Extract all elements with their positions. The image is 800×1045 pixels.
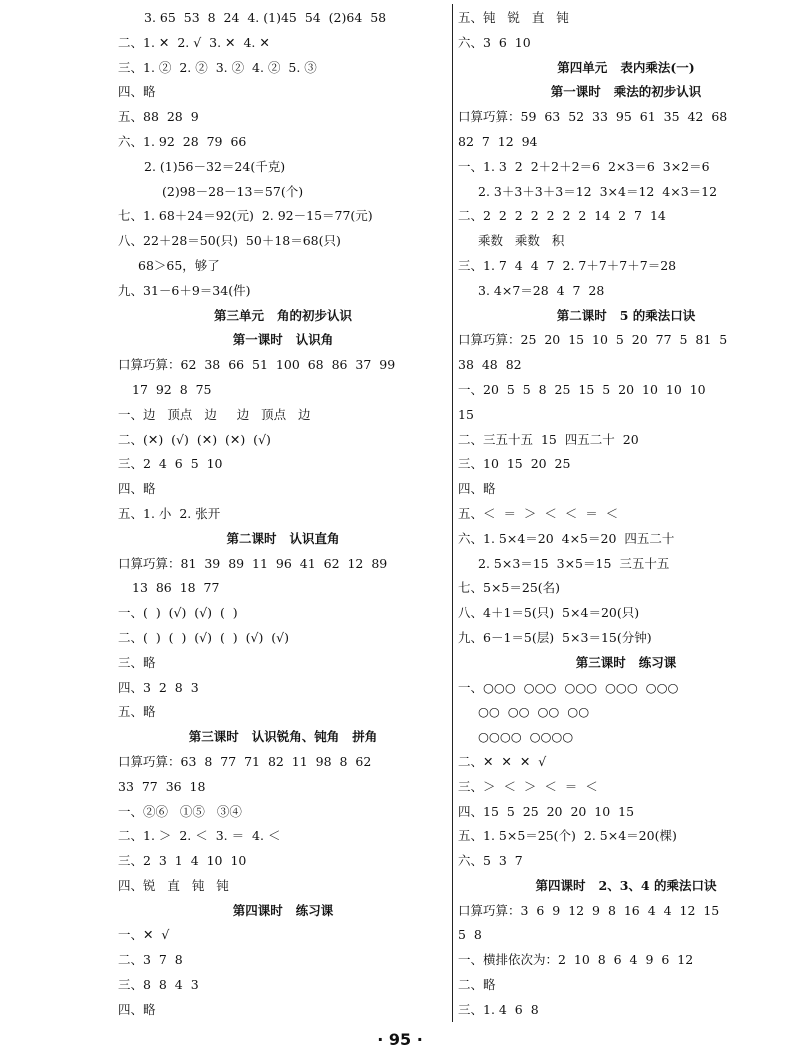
right-answer-line: 三、＞ ＜ ＞ ＜ ＝ ＜ (458, 778, 598, 794)
left-answer-line: 七、1. 68＋24＝92(元) 2. 92－15＝77(元) (118, 208, 373, 224)
page-number: · 95 · (377, 1030, 423, 1045)
left-answer-line: (2)98－28－13＝57(个) (162, 183, 304, 199)
right-answer-line: 五、钝 锐 直 钝 (458, 10, 569, 25)
right-section-heading: 第二课时 5 的乘法口诀 (556, 307, 696, 323)
left-answer-line: 二、3 7 8 (118, 952, 183, 968)
right-answer-line: 七、5×5＝25(名) (458, 580, 561, 596)
left-answer-line: 二、( ) ( ) (√) ( ) (√) (√) (118, 629, 289, 645)
left-answer-line: 四、略 (118, 481, 156, 497)
left-answer-line: 八、22＋28＝50(只) 50＋18＝68(只) (118, 233, 341, 249)
left-answer-line: 三、8 8 4 3 (118, 977, 199, 993)
right-answer-line: 2. 5×3＝15 3×5＝15 三五十五 (478, 555, 670, 571)
left-answer-line: 六、1. 92 28 79 66 (118, 133, 247, 149)
left-answer-line: 口算巧算：62 38 66 51 100 68 86 37 99 (118, 357, 396, 373)
right-answer-line: ○○○○ ○○○○ (478, 729, 574, 745)
left-answer-line: 五、88 28 9 (118, 109, 199, 125)
left-answer-line: 2. (1)56－32＝24(千克) (144, 158, 286, 174)
left-answer-line: 四、略 (118, 84, 156, 100)
left-answer-line: 三、2 3 1 4 10 10 (118, 853, 247, 869)
column-divider (452, 4, 453, 1022)
left-answer-line: 13 86 18 77 (132, 580, 220, 596)
left-answer-line: 口算巧算：63 8 77 71 82 11 98 8 62 (118, 753, 372, 769)
left-answer-line: 33 77 36 18 (118, 778, 206, 794)
left-section-heading: 第二课时 认识直角 (226, 530, 340, 546)
left-answer-line: 一、②⑥ ①⑤ ③④ (118, 803, 242, 819)
right-answer-line: 82 7 12 94 (458, 133, 538, 149)
left-answer-line: 九、31－6＋9＝34(件) (118, 282, 251, 298)
right-answer-line: 八、4＋1＝5(只) 5×4＝20(只) (458, 605, 640, 621)
right-answer-line: 二、2 2 2 2 2 2 2 14 2 7 14 (458, 208, 666, 224)
right-answer-line: ○○ ○○ ○○ ○○ (478, 704, 590, 720)
left-answer-line: 三、1. ② 2. ② 3. ② 4. ② 5. ③ (118, 59, 317, 75)
right-answer-line: 三、1. 7 4 4 7 2. 7＋7＋7＋7＝28 (458, 257, 677, 273)
left-answer-line: 三、2 4 6 5 10 (118, 456, 223, 472)
right-answer-line: 5 8 (458, 927, 482, 943)
right-section-heading: 第一课时 乘法的初步认识 (550, 84, 702, 100)
right-answer-line: 口算巧算：25 20 15 10 5 20 77 5 81 5 (458, 332, 728, 348)
right-answer-line: 九、6－1＝5(层) 5×3＝15(分钟) (458, 629, 652, 645)
left-answer-line: 68＞65，够了 (138, 257, 220, 273)
left-answer-line: 三、略 (118, 654, 156, 670)
right-answer-line: 38 48 82 (458, 357, 522, 373)
left-answer-line: 一、✕ √ (118, 927, 170, 943)
right-answer-line: 一、1. 3 2 2＋2＋2＝6 2×3＝6 3×2＝6 (458, 158, 710, 174)
left-answer-line: 口算巧算：81 39 89 11 96 41 62 12 89 (118, 555, 388, 571)
right-section-heading: 第四课时 2、3、4 的乘法口诀 (535, 877, 717, 893)
right-answer-line: 五、＜ ＝ ＞ ＜ ＜ ＝ ＜ (458, 505, 619, 521)
right-answer-line: 一、横排依次为：2 10 8 6 4 9 6 12 (458, 952, 694, 968)
right-answer-line: 六、1. 5×4＝20 4×5＝20 四五二十 (458, 530, 675, 546)
right-answer-line: 口算巧算：59 63 52 33 95 61 35 42 68 (458, 109, 728, 125)
right-answer-line: 二、✕ ✕ ✕ √ (458, 753, 547, 769)
left-section-heading: 第四课时 练习课 (232, 902, 334, 918)
right-answer-line: 三、10 15 20 25 (458, 456, 571, 472)
left-column (118, 6, 448, 1023)
right-answer-line: 二、略 (458, 977, 496, 993)
left-answer-line: 二、(✕) (√) (✕) (✕) (√) (118, 431, 271, 447)
right-answer-line: 五、1. 5×5＝25(个) 2. 5×4＝20(棵) (458, 828, 677, 844)
left-answer-line: 二、1. ＞ 2. ＜ 3. ＝ 4. ＜ (118, 828, 281, 844)
right-answer-line: 15 (458, 406, 474, 422)
left-section-heading: 第三课时 认识锐角、钝角 拼角 (188, 729, 378, 745)
right-answer-line: 一、○○○ ○○○ ○○○ ○○○ ○○○ (458, 679, 679, 695)
right-section-heading: 第三课时 练习课 (575, 654, 677, 670)
left-answer-line: 3. 65 53 8 24 4. (1)45 54 (2)64 58 (144, 10, 387, 25)
right-answer-line: 三、1. 4 6 8 (458, 1001, 539, 1017)
right-column (458, 6, 794, 1023)
right-answer-line: 口算巧算：3 6 9 12 9 8 16 4 4 12 15 (458, 902, 720, 918)
right-answer-line: 乘数 乘数 积 (478, 233, 565, 249)
right-section-heading: 第四单元 表内乘法(一) (557, 59, 695, 75)
left-answer-line: 四、3 2 8 3 (118, 679, 199, 695)
right-answer-line: 四、15 5 25 20 20 10 15 (458, 803, 635, 819)
right-answer-line: 四、略 (458, 481, 496, 497)
left-answer-line: 五、略 (118, 704, 156, 720)
left-section-heading: 第三单元 角的初步认识 (213, 307, 353, 323)
left-answer-line: 17 92 8 75 (132, 381, 212, 397)
left-answer-line: 四、锐 直 钝 钝 (118, 877, 229, 893)
right-answer-line: 六、5 3 7 (458, 853, 523, 869)
left-answer-line: 一、边 顶点 边 边 顶点 边 (118, 406, 311, 422)
left-answer-line: 四、略 (118, 1001, 156, 1017)
right-answer-line: 六、3 6 10 (458, 34, 531, 50)
left-section-heading: 第一课时 认识角 (232, 332, 334, 348)
right-answer-line: 二、三五十五 15 四五二十 20 (458, 431, 639, 447)
left-answer-line: 五、1. 小 2. 张开 (118, 505, 221, 521)
right-answer-line: 3. 4×7＝28 4 7 28 (478, 282, 605, 298)
right-answer-line: 2. 3＋3＋3＋3＝12 3×4＝12 4×3＝12 (478, 183, 718, 199)
left-answer-line: 一、( ) (√) (√) ( ) (118, 605, 238, 621)
right-answer-line: 一、20 5 5 8 25 15 5 20 10 10 10 (458, 381, 706, 397)
left-answer-line: 二、1. ✕ 2. √ 3. ✕ 4. ✕ (118, 34, 270, 50)
